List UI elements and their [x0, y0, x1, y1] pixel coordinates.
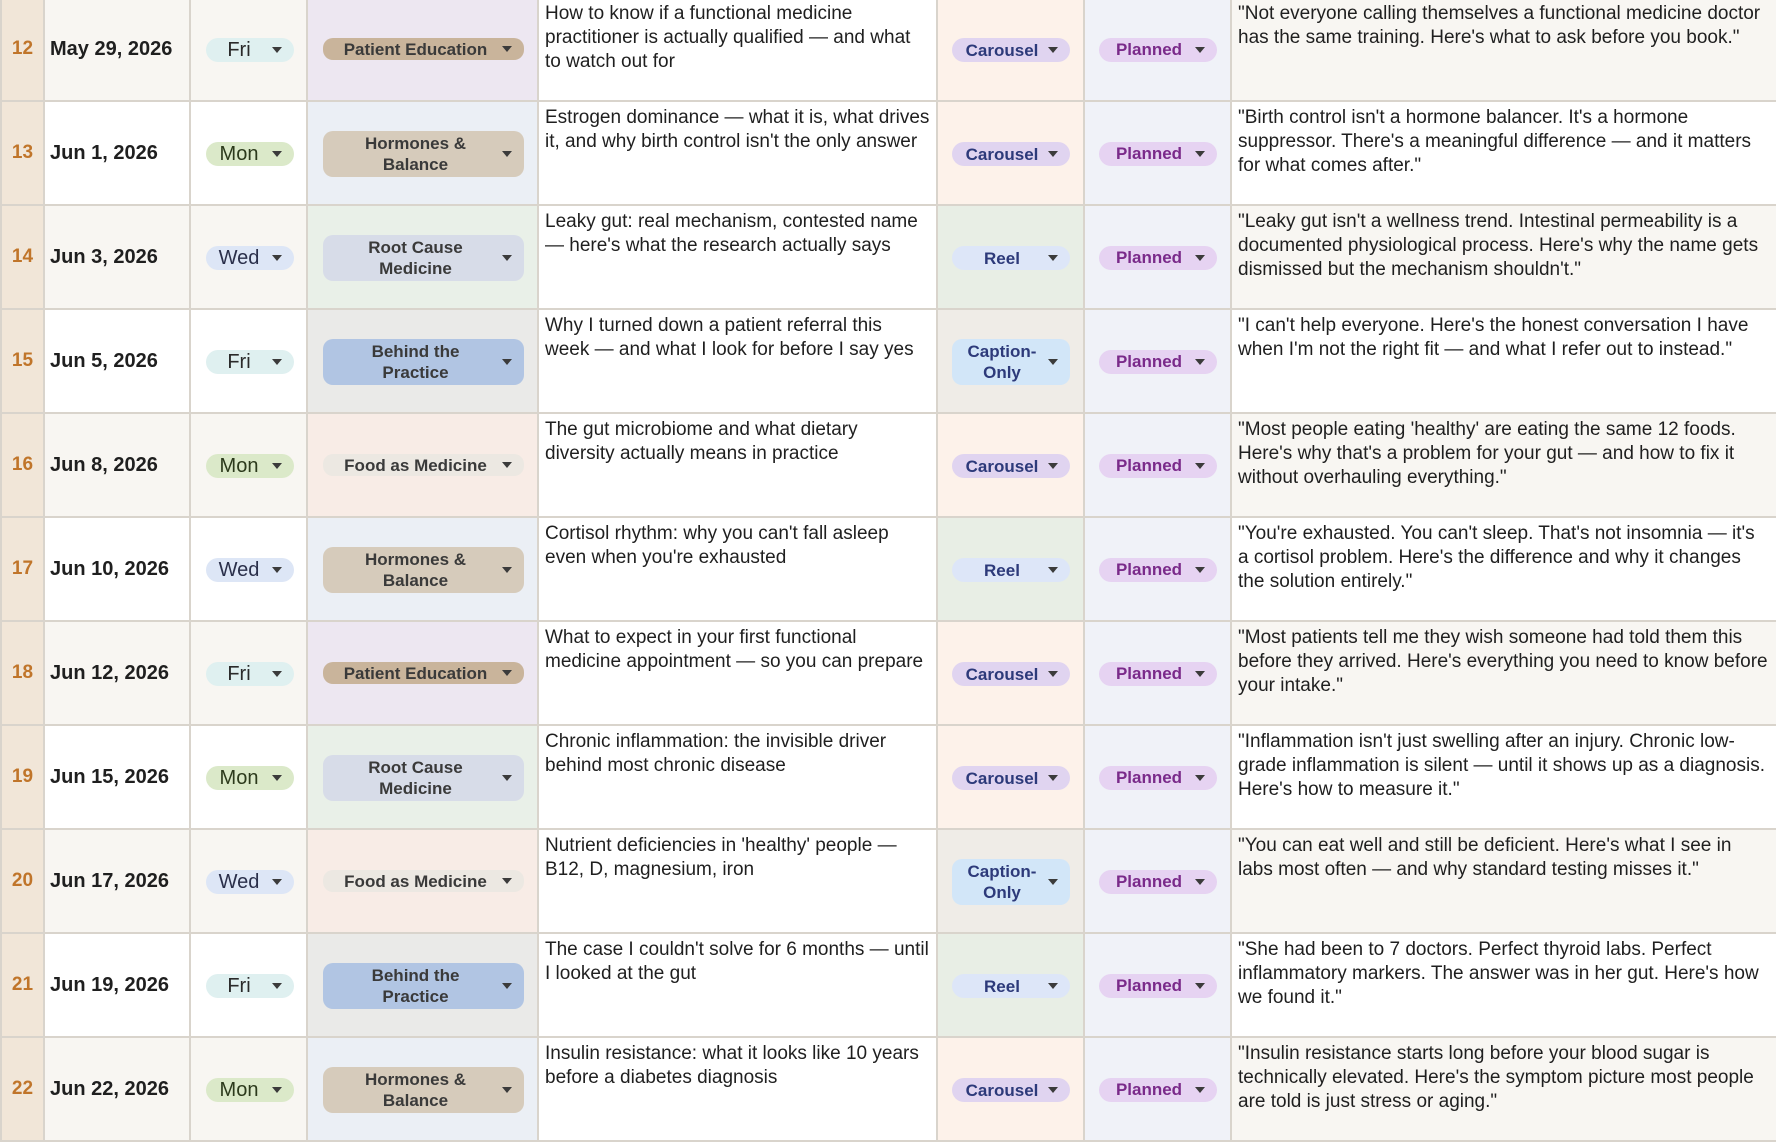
- chevron-down-icon: [1048, 47, 1058, 53]
- hook-cell[interactable]: [1232, 310, 1776, 412]
- day-cell: [191, 1038, 308, 1140]
- content-pillar-dropdown[interactable]: [323, 870, 524, 892]
- format-cell: [938, 102, 1085, 204]
- day-label: Fri: [227, 974, 251, 997]
- format-dropdown[interactable]: [952, 1078, 1070, 1102]
- post-hook: "Most patients tell me they wish someone had told them this before they arrived. Here's everything you need to know before your intake.": [1238, 627, 1768, 696]
- post-topic: Cortisol rhythm: why you can't fall asleep even when you're exhausted: [545, 523, 889, 568]
- status-cell: [1085, 1038, 1232, 1140]
- day-dropdown[interactable]: [206, 454, 294, 478]
- chevron-down-icon: [1048, 879, 1058, 885]
- row-number-cell: [0, 102, 45, 204]
- status-cell: [1085, 518, 1232, 620]
- date-cell[interactable]: [45, 0, 191, 100]
- day-dropdown[interactable]: [206, 974, 294, 998]
- chevron-down-icon: [1195, 255, 1205, 261]
- format-label: Carousel: [965, 40, 1039, 60]
- hook-cell[interactable]: [1232, 1038, 1776, 1140]
- chevron-down-icon: [502, 670, 512, 676]
- table-row: [0, 830, 1776, 934]
- content-pillar-label: Hormones & Balance: [364, 1070, 467, 1110]
- day-cell: [191, 0, 308, 100]
- post-hook: "Inflammation isn't just swelling after an injury. Chronic low-grade inflammation is silent — until it shows up as a diagnosis. Here's how to measure it.": [1238, 731, 1765, 800]
- table-row: [0, 102, 1776, 206]
- date-cell[interactable]: [45, 102, 191, 204]
- content-pillar-label: Behind the Practice: [371, 342, 460, 382]
- row-number: 21: [11, 974, 34, 995]
- content-pillar-dropdown[interactable]: [323, 963, 524, 1009]
- chevron-down-icon: [272, 775, 282, 781]
- pillar-cell: [308, 102, 539, 204]
- status-cell: [1085, 622, 1232, 724]
- day-label: Wed: [218, 870, 260, 893]
- post-date: Jun 19, 2026: [50, 973, 169, 996]
- format-label: Carousel: [965, 768, 1039, 788]
- pillar-cell: [308, 0, 539, 100]
- chevron-down-icon: [1195, 151, 1205, 157]
- post-topic: Leaky gut: real mechanism, contested name — here's what the research actually says: [545, 211, 918, 256]
- format-dropdown[interactable]: [952, 766, 1070, 790]
- format-label: Caption- Only: [967, 342, 1037, 382]
- chevron-down-icon: [1195, 567, 1205, 573]
- content-pillar-dropdown[interactable]: [323, 662, 524, 684]
- chevron-down-icon: [272, 567, 282, 573]
- chevron-down-icon: [272, 879, 282, 885]
- day-cell: [191, 830, 308, 932]
- chevron-down-icon: [1195, 1087, 1205, 1093]
- day-label: Mon: [219, 454, 259, 477]
- topic-cell[interactable]: [539, 726, 938, 828]
- table-row: [0, 622, 1776, 726]
- chevron-down-icon: [1195, 983, 1205, 989]
- format-cell: [938, 206, 1085, 308]
- format-label: Reel: [984, 976, 1020, 996]
- row-number-cell: [0, 726, 45, 828]
- chevron-down-icon: [1195, 359, 1205, 365]
- day-dropdown[interactable]: [206, 350, 294, 374]
- row-number-cell: [0, 414, 45, 516]
- post-hook: "I can't help everyone. Here's the honest conversation I have when I'm not the right fit — and what I refer out to instead.": [1238, 315, 1749, 360]
- topic-cell[interactable]: [539, 934, 938, 1036]
- content-pillar-label: Hormones & Balance: [364, 550, 467, 590]
- chevron-down-icon: [272, 359, 282, 365]
- day-dropdown[interactable]: [206, 1078, 294, 1102]
- status-label: Planned: [1115, 664, 1183, 683]
- post-topic: Estrogen dominance — what it is, what drives it, and why birth control isn't the only answer: [545, 107, 930, 152]
- post-date: Jun 3, 2026: [50, 245, 158, 268]
- chevron-down-icon: [502, 46, 512, 52]
- format-label: Reel: [984, 560, 1020, 580]
- post-topic: Why I turned down a patient referral this week — and what I look for before I say yes: [545, 315, 914, 360]
- format-cell: [938, 518, 1085, 620]
- content-pillar-dropdown[interactable]: [323, 1067, 524, 1113]
- chevron-down-icon: [272, 463, 282, 469]
- format-dropdown[interactable]: [952, 859, 1070, 905]
- pillar-cell: [308, 206, 539, 308]
- content-pillar-dropdown[interactable]: [323, 131, 524, 177]
- chevron-down-icon: [1048, 359, 1058, 365]
- chevron-down-icon: [1048, 1087, 1058, 1093]
- chevron-down-icon: [1195, 775, 1205, 781]
- row-number-cell: [0, 518, 45, 620]
- day-label: Fri: [227, 38, 251, 61]
- format-label: Carousel: [965, 664, 1039, 684]
- post-date: Jun 1, 2026: [50, 141, 158, 164]
- hook-cell[interactable]: [1232, 830, 1776, 932]
- status-label: Planned: [1115, 248, 1183, 267]
- table-row: [0, 206, 1776, 310]
- row-number-cell: [0, 206, 45, 308]
- table-row: [0, 0, 1776, 102]
- row-number: 13: [11, 142, 34, 163]
- day-cell: [191, 310, 308, 412]
- topic-cell[interactable]: [539, 414, 938, 516]
- post-date: May 29, 2026: [50, 37, 173, 60]
- format-dropdown[interactable]: [952, 339, 1070, 385]
- status-label: Planned: [1115, 1080, 1183, 1099]
- table-row: [0, 1038, 1776, 1142]
- date-cell[interactable]: [45, 726, 191, 828]
- chevron-down-icon: [502, 151, 512, 157]
- post-hook: "She had been to 7 doctors. Perfect thyroid labs. Perfect inflammatory markers. The answer was in her gut. Here's how we found it.": [1238, 939, 1759, 1008]
- status-label: Planned: [1115, 352, 1183, 371]
- day-dropdown[interactable]: [206, 870, 294, 894]
- chevron-down-icon: [1048, 983, 1058, 989]
- day-dropdown[interactable]: [206, 662, 294, 686]
- content-pillar-label: Food as Medicine: [344, 871, 487, 891]
- status-cell: [1085, 102, 1232, 204]
- content-pillar-label: Patient Education: [343, 39, 488, 59]
- format-cell: [938, 934, 1085, 1036]
- content-pillar-dropdown[interactable]: [323, 38, 524, 60]
- post-topic: Chronic inflammation: the invisible driver behind most chronic disease: [545, 731, 887, 776]
- format-dropdown[interactable]: [952, 142, 1070, 166]
- status-label: Planned: [1115, 872, 1183, 891]
- content-pillar-dropdown[interactable]: [323, 755, 524, 801]
- chevron-down-icon: [1048, 671, 1058, 677]
- date-cell[interactable]: [45, 414, 191, 516]
- format-label: Carousel: [965, 144, 1039, 164]
- table-row: [0, 414, 1776, 518]
- hook-cell[interactable]: [1232, 206, 1776, 308]
- post-date: Jun 12, 2026: [50, 661, 169, 684]
- pillar-cell: [308, 518, 539, 620]
- status-dropdown[interactable]: [1099, 142, 1217, 166]
- chevron-down-icon: [1195, 879, 1205, 885]
- day-cell: [191, 622, 308, 724]
- row-number: 18: [11, 662, 34, 683]
- content-pillar-label: Hormones & Balance: [364, 134, 467, 174]
- chevron-down-icon: [1195, 47, 1205, 53]
- chevron-down-icon: [502, 775, 512, 781]
- date-cell[interactable]: [45, 934, 191, 1036]
- topic-cell[interactable]: [539, 518, 938, 620]
- format-dropdown[interactable]: [952, 246, 1070, 270]
- post-hook: "Most people eating 'healthy' are eating the same 12 foods. Here's why that's a problem for your gut — and how to fix it without overhauling everything.": [1238, 419, 1736, 488]
- status-dropdown[interactable]: [1099, 350, 1217, 374]
- day-label: Mon: [219, 766, 259, 789]
- status-dropdown[interactable]: [1099, 974, 1217, 998]
- topic-cell[interactable]: [539, 0, 938, 100]
- format-cell: [938, 726, 1085, 828]
- day-cell: [191, 934, 308, 1036]
- format-dropdown[interactable]: [952, 38, 1070, 62]
- content-pillar-dropdown[interactable]: [323, 235, 524, 281]
- day-label: Wed: [218, 558, 260, 581]
- format-cell: [938, 622, 1085, 724]
- post-date: Jun 5, 2026: [50, 349, 158, 372]
- hook-cell[interactable]: [1232, 622, 1776, 724]
- status-dropdown[interactable]: [1099, 1078, 1217, 1102]
- pillar-cell: [308, 414, 539, 516]
- post-hook: "Leaky gut isn't a wellness trend. Intestinal permeability is a documented physiological process. Here's why the name gets dismissed but the mechanism shouldn't.": [1238, 211, 1759, 280]
- post-topic: The case I couldn't solve for 6 months — until I looked at the gut: [545, 939, 929, 984]
- post-hook: "You can eat well and still be deficient. Here's what I see in labs most often — and why standard testing misses it.": [1238, 835, 1732, 880]
- table-row: [0, 726, 1776, 830]
- topic-cell[interactable]: [539, 310, 938, 412]
- chevron-down-icon: [502, 878, 512, 884]
- day-label: Mon: [219, 142, 259, 165]
- content-pillar-label: Root Cause Medicine: [368, 238, 463, 278]
- hook-cell[interactable]: [1232, 518, 1776, 620]
- post-topic: The gut microbiome and what dietary diversity actually means in practice: [545, 419, 858, 464]
- chevron-down-icon: [272, 671, 282, 677]
- status-cell: [1085, 726, 1232, 828]
- content-pillar-label: Patient Education: [343, 663, 488, 683]
- date-cell[interactable]: [45, 622, 191, 724]
- status-label: Planned: [1115, 144, 1183, 163]
- day-cell: [191, 726, 308, 828]
- day-dropdown[interactable]: [206, 558, 294, 582]
- row-number: 22: [11, 1078, 34, 1099]
- chevron-down-icon: [502, 567, 512, 573]
- chevron-down-icon: [1048, 255, 1058, 261]
- day-dropdown[interactable]: [206, 142, 294, 166]
- status-label: Planned: [1115, 560, 1183, 579]
- table-row: [0, 934, 1776, 1038]
- format-cell: [938, 0, 1085, 100]
- status-label: Planned: [1115, 40, 1183, 59]
- status-cell: [1085, 0, 1232, 100]
- format-cell: [938, 830, 1085, 932]
- chevron-down-icon: [1048, 775, 1058, 781]
- status-cell: [1085, 414, 1232, 516]
- post-date: Jun 17, 2026: [50, 869, 169, 892]
- day-cell: [191, 518, 308, 620]
- topic-cell[interactable]: [539, 830, 938, 932]
- pillar-cell: [308, 934, 539, 1036]
- day-label: Wed: [218, 246, 260, 269]
- format-dropdown[interactable]: [952, 558, 1070, 582]
- format-label: Reel: [984, 248, 1020, 268]
- post-date: Jun 10, 2026: [50, 557, 169, 580]
- format-cell: [938, 310, 1085, 412]
- status-dropdown[interactable]: [1099, 558, 1217, 582]
- content-pillar-dropdown[interactable]: [323, 454, 524, 476]
- row-number: 12: [11, 38, 34, 59]
- row-number: 19: [11, 766, 34, 787]
- day-cell: [191, 206, 308, 308]
- status-cell: [1085, 830, 1232, 932]
- pillar-cell: [308, 622, 539, 724]
- chevron-down-icon: [272, 1087, 282, 1093]
- day-label: Fri: [227, 350, 251, 373]
- post-date: Jun 15, 2026: [50, 765, 169, 788]
- chevron-down-icon: [1048, 463, 1058, 469]
- post-hook: "Birth control isn't a hormone balancer. It's a hormone suppressor. There's a meaningful difference — and it matters for what comes after.": [1238, 107, 1752, 176]
- chevron-down-icon: [1048, 567, 1058, 573]
- format-dropdown[interactable]: [952, 662, 1070, 686]
- status-label: Planned: [1115, 976, 1183, 995]
- row-number-cell: [0, 934, 45, 1036]
- content-pillar-label: Root Cause Medicine: [368, 758, 463, 798]
- status-dropdown[interactable]: [1099, 766, 1217, 790]
- chevron-down-icon: [272, 47, 282, 53]
- chevron-down-icon: [272, 983, 282, 989]
- topic-cell[interactable]: [539, 622, 938, 724]
- day-dropdown[interactable]: [206, 38, 294, 62]
- row-number-cell: [0, 310, 45, 412]
- row-number: 14: [11, 246, 34, 267]
- chevron-down-icon: [502, 983, 512, 989]
- pillar-cell: [308, 726, 539, 828]
- post-date: Jun 22, 2026: [50, 1077, 169, 1100]
- post-topic: Nutrient deficiencies in 'healthy' people — B12, D, magnesium, iron: [545, 835, 897, 880]
- date-cell[interactable]: [45, 518, 191, 620]
- hook-cell[interactable]: [1232, 0, 1776, 100]
- row-number-cell: [0, 0, 45, 100]
- date-cell[interactable]: [45, 830, 191, 932]
- topic-cell[interactable]: [539, 102, 938, 204]
- status-dropdown[interactable]: [1099, 870, 1217, 894]
- status-dropdown[interactable]: [1099, 454, 1217, 478]
- topic-cell[interactable]: [539, 1038, 938, 1140]
- date-cell[interactable]: [45, 310, 191, 412]
- row-number: 20: [11, 870, 34, 891]
- chevron-down-icon: [272, 151, 282, 157]
- format-label: Caption- Only: [967, 862, 1037, 902]
- date-cell[interactable]: [45, 1038, 191, 1140]
- chevron-down-icon: [502, 462, 512, 468]
- chevron-down-icon: [502, 359, 512, 365]
- post-hook: "You're exhausted. You can't sleep. That's not insomnia — it's a cortisol problem. Here's the difference and why it changes the solution entirely.": [1238, 523, 1755, 592]
- row-number: 15: [11, 350, 34, 371]
- chevron-down-icon: [1195, 463, 1205, 469]
- post-topic: How to know if a functional medicine practitioner is actually qualified — and what to watch out for: [545, 3, 911, 72]
- day-dropdown[interactable]: [206, 766, 294, 790]
- hook-cell[interactable]: [1232, 934, 1776, 1036]
- row-number: 16: [11, 454, 34, 475]
- status-cell: [1085, 934, 1232, 1036]
- row-number-cell: [0, 1038, 45, 1140]
- format-dropdown[interactable]: [952, 974, 1070, 998]
- day-cell: [191, 414, 308, 516]
- format-label: Carousel: [965, 1080, 1039, 1100]
- status-dropdown[interactable]: [1099, 246, 1217, 270]
- pillar-cell: [308, 310, 539, 412]
- post-topic: What to expect in your first functional medicine appointment — so you can prepare: [545, 627, 924, 672]
- hook-cell[interactable]: [1232, 414, 1776, 516]
- status-label: Planned: [1115, 456, 1183, 475]
- day-label: Fri: [227, 662, 251, 685]
- pillar-cell: [308, 1038, 539, 1140]
- format-dropdown[interactable]: [952, 454, 1070, 478]
- content-pillar-dropdown[interactable]: [323, 547, 524, 593]
- format-label: Carousel: [965, 456, 1039, 476]
- post-hook: "Not everyone calling themselves a functional medicine doctor has the same training. Here's what to ask before you book.": [1238, 3, 1761, 48]
- date-cell[interactable]: [45, 206, 191, 308]
- chevron-down-icon: [1048, 151, 1058, 157]
- row-number: 17: [11, 558, 34, 579]
- status-dropdown[interactable]: [1099, 662, 1217, 686]
- post-date: Jun 8, 2026: [50, 453, 158, 476]
- table-row: [0, 310, 1776, 414]
- post-topic: Insulin resistance: what it looks like 10 years before a diabetes diagnosis: [545, 1043, 919, 1088]
- content-pillar-dropdown[interactable]: [323, 339, 524, 385]
- day-cell: [191, 102, 308, 204]
- chevron-down-icon: [272, 255, 282, 261]
- day-label: Mon: [219, 1078, 259, 1101]
- status-dropdown[interactable]: [1099, 38, 1217, 62]
- format-cell: [938, 414, 1085, 516]
- pillar-cell: [308, 830, 539, 932]
- row-number-cell: [0, 830, 45, 932]
- chevron-down-icon: [502, 255, 512, 261]
- row-number-cell: [0, 622, 45, 724]
- hook-cell[interactable]: [1232, 726, 1776, 828]
- format-cell: [938, 1038, 1085, 1140]
- status-cell: [1085, 310, 1232, 412]
- table-row: [0, 518, 1776, 622]
- content-pillar-label: Behind the Practice: [371, 966, 460, 1006]
- chevron-down-icon: [1195, 671, 1205, 677]
- status-label: Planned: [1115, 768, 1183, 787]
- chevron-down-icon: [502, 1087, 512, 1093]
- topic-cell[interactable]: [539, 206, 938, 308]
- hook-cell[interactable]: [1232, 102, 1776, 204]
- content-pillar-label: Food as Medicine: [344, 455, 487, 475]
- status-cell: [1085, 206, 1232, 308]
- post-hook: "Insulin resistance starts long before your blood sugar is technically elevated. Here's the symptom picture most people are told is just stress or aging.": [1238, 1043, 1754, 1112]
- day-dropdown[interactable]: [206, 246, 294, 270]
